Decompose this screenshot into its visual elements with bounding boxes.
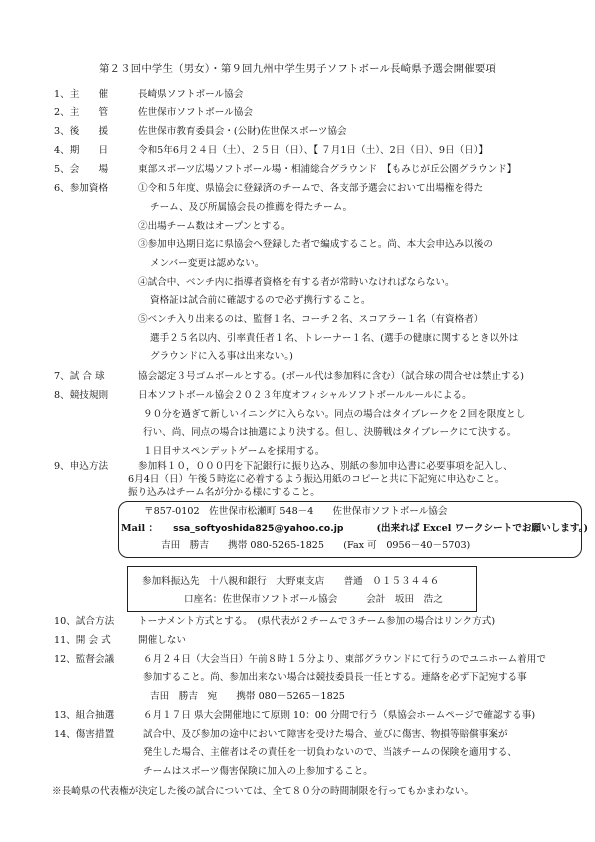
contact-box	[118, 501, 589, 558]
bank-account-name: 口座名：佐世保市ソフトボール協会 会計 坂田 浩之	[184, 594, 443, 605]
item-label: 4、期 日	[54, 145, 109, 156]
qualification-line: 資格証は試合前に確認するので必ず携行すること。	[150, 295, 371, 306]
injury-line: チームはスポーツ傷害保険に加入の上参加すること。	[143, 766, 373, 777]
mail-address: ssa_softyoshida825@yahoo.co.jp	[173, 523, 344, 534]
item-label: 12、監督会議	[54, 654, 115, 665]
item-value: 東部スポーツ広場ソフトボール場・相浦総合グラウンド 【もみじが丘公園グラウンド】	[138, 164, 517, 175]
qualification-line: ③参加申込期日迄に県協会へ登録した者で編成すること。尚、本大会申込み以後の	[138, 239, 493, 250]
qualification-line: メンバー変更は認めない。	[150, 258, 265, 269]
contact-person: 吉田 勝吉 携帯 080-5265-1825 (Fax 可 0956－40－5703)	[161, 540, 471, 551]
mail-note: (出来れば Excel ワークシートでお願いします。)	[376, 523, 589, 534]
item-value: 参加料１０，０００円を下記銀行に振り込み、別紙の参加申込書に必要事項を記入し、	[138, 461, 513, 472]
qualification-line: ⑤ベンチ入り出来るのは、監督１名、コーチ２名、スコアラー１名（有資格者）	[138, 314, 484, 325]
rules-line: ９０分を過ぎて新しいイニングに入らない。同点の場合はタイブレークを２回を限度とし	[143, 409, 526, 420]
rules-line: 行い、尚、同点の場合は抽選により決する。但し、決勝戦はタイブレークにて決する。	[143, 427, 517, 438]
item-value: 佐世保市教育委員会・(公財)佐世保スポーツ協会	[138, 126, 347, 137]
item-label: 9、申込方法	[54, 461, 109, 472]
item-value: 試合中、及び参加の途中において障害を受けた場合、並びに傷害、物損等賠償事案が	[143, 729, 508, 740]
qualification-line: 選手２５名以内、引率責任者１名、トレーナー１名、(選手の健康に関するとき以外は	[150, 333, 519, 344]
item-label: 11、開 会 式	[54, 635, 111, 646]
meeting-line: 吉田 勝吉 宛 携帯 080－5265－1825	[150, 691, 345, 702]
item-value: ６月１７日 県大会開催地にて原則 10：00 分間で行う（県協会ホームページで確認する事)	[143, 710, 536, 721]
rules-line: １日目サスペンデットゲームを採用する。	[143, 446, 325, 457]
qualification-line: グラウンドに入る事は出来ない。)	[150, 351, 293, 362]
qualification-line: チーム、及び所属協会長の推薦を得たチーム。	[150, 202, 353, 213]
application-line: 6月4日（日）午後５時迄に必着するよう振込用紙のコピーと共に下記宛に申込むこと。	[128, 474, 505, 485]
item-value: ①令和５年度、県協会に登録済のチームで、各支部予選会において出場権を得た	[138, 183, 484, 194]
qualification-line: ②出場チーム数はオープンとする。	[138, 221, 291, 232]
mail-label: Mail ：	[121, 523, 159, 534]
item-value: 長崎県ソフトボール協会	[138, 89, 244, 100]
item-value: 開催しない	[138, 635, 186, 646]
meeting-line: 参加すること。尚、参加出来ない場合は競技委員長一任とする。連絡を必ず下記宛する事	[143, 672, 527, 683]
item-value: ６月２４日（大会当日）午前８時１５分より、東部グラウンドにて行うのでユニホーム着用で	[143, 654, 546, 665]
item-label: 1、主 催	[54, 89, 109, 100]
contact-address: 〒857-0102 佐世保市松瀬町 548－4 佐世保市ソフトボール協会	[144, 506, 448, 517]
item-label: 5、会 場	[54, 164, 109, 175]
item-value: 佐世保市ソフトボール協会	[138, 107, 253, 118]
item-label: 3、後 援	[54, 126, 109, 137]
item-value: 協会認定３号ゴムボールとする。(ボール代は参加料に含む）（試合球の問合せは禁止する)	[138, 371, 525, 382]
application-line: 振り込みはチーム名が分かる様にすること。	[128, 487, 320, 498]
item-label: 8、競技規則	[54, 390, 109, 401]
bank-line: 参加料振込先 十八親和銀行 大野東支店 普通 ０１５３４４６	[142, 576, 440, 587]
item-value: 令和5年6月２４日（土）、２５日（日）、【 ７月1日（土）、2日（日）、9日（日）】	[138, 145, 489, 156]
item-value: トーナメント方式とする。 (県代表が２チームで３チーム参加の場合はリンク方式)	[138, 616, 496, 627]
qualification-line: ④試合中、ベンチ内に指導者資格を有する者が常時いなければならない。	[138, 277, 455, 288]
injury-line: 発生した場合、主催者はその責任を一切負わないので、当該チームの保険を適用する、	[143, 747, 517, 758]
item-label: 7、試 合 球	[54, 371, 105, 382]
page-title: 第２３回中学生（男女）・第９回九州中学生男子ソフトボール長崎県予選会開催要項	[98, 63, 497, 75]
item-value: 日本ソフトボール協会２０２３年度オフィシャルソフトボールルールによる。	[138, 390, 472, 401]
item-label: 14、傷害措置	[54, 729, 115, 740]
item-label: 6、参加資格	[54, 183, 109, 194]
item-label: 2、主 管	[54, 107, 109, 118]
item-label: 10、試合方法	[54, 616, 115, 627]
item-label: 13、組合抽選	[54, 710, 115, 721]
bank-box	[127, 566, 477, 612]
footnote: ※長崎県の代表権が決定した後の試合については、全て８０分の時間制限を行ってもかまわない。	[52, 786, 474, 797]
